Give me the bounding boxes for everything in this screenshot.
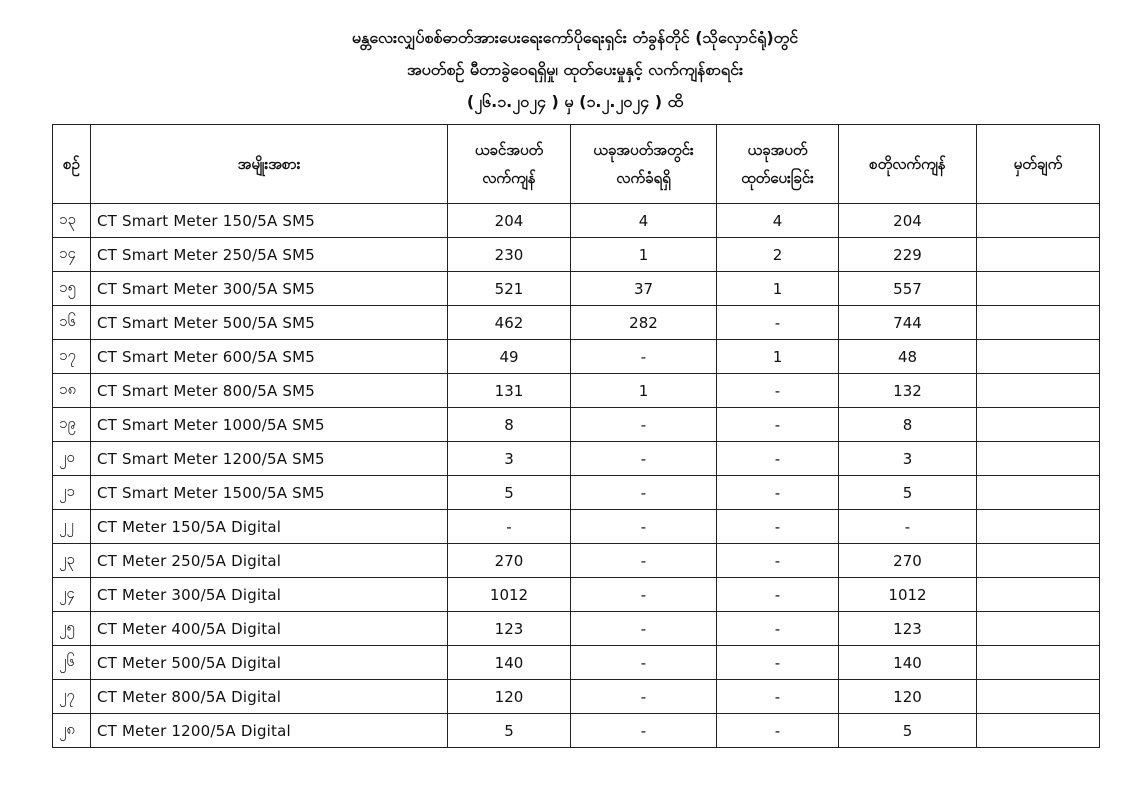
cell-store-balance: 120	[839, 680, 977, 714]
cell-previous-balance: 140	[448, 646, 571, 680]
cell-remark	[977, 306, 1100, 340]
col-header-received: ယခုအပတ်အတွင်း လက်ခံရရှိ	[571, 125, 717, 204]
cell-no: ၂၅	[53, 612, 91, 646]
cell-store-balance: 140	[839, 646, 977, 680]
title-line-1: မန္တလေးလျှပ်စစ်ဓာတ်အားပေးရေးကော်ပိုရေးရှင်း တံခွန်တိုင် (သိုလှောင်ရုံ)တွင်	[351, 28, 799, 47]
table-row	[53, 510, 1100, 544]
cell-issued: -	[717, 646, 839, 680]
cell-store-balance: 204	[839, 204, 977, 238]
cell-remark	[977, 646, 1100, 680]
table-row	[53, 306, 1100, 340]
table-row	[53, 646, 1100, 680]
table-row	[53, 578, 1100, 612]
title-line-3: (၂၆.၁.၂၀၂၄ ) မှ (၁.၂.၂၀၂၄ ) ထိ	[466, 92, 684, 111]
cell-type: CT Meter 800/5A Digital	[91, 680, 448, 714]
cell-type: CT Smart Meter 500/5A SM5	[91, 306, 448, 340]
cell-issued: -	[717, 714, 839, 748]
cell-no: ၁၃	[53, 204, 91, 238]
cell-previous-balance: 270	[448, 544, 571, 578]
cell-received: -	[571, 544, 717, 578]
cell-received: -	[571, 578, 717, 612]
table-row	[53, 408, 1100, 442]
cell-remark	[977, 612, 1100, 646]
cell-received: 1	[571, 374, 717, 408]
cell-store-balance: 123	[839, 612, 977, 646]
cell-issued: -	[717, 374, 839, 408]
cell-previous-balance: 8	[448, 408, 571, 442]
cell-issued: -	[717, 680, 839, 714]
cell-received: -	[571, 476, 717, 510]
cell-previous-balance: 131	[448, 374, 571, 408]
cell-no: ၁၅	[53, 272, 91, 306]
cell-received: -	[571, 646, 717, 680]
cell-type: CT Smart Meter 600/5A SM5	[91, 340, 448, 374]
cell-issued: -	[717, 442, 839, 476]
cell-store-balance: 48	[839, 340, 977, 374]
cell-remark	[977, 374, 1100, 408]
table-row	[53, 272, 1100, 306]
cell-previous-balance: 462	[448, 306, 571, 340]
cell-remark	[977, 408, 1100, 442]
cell-previous-balance: 120	[448, 680, 571, 714]
col-header-no: စဉ်	[53, 125, 91, 204]
cell-no: ၁၄	[53, 238, 91, 272]
header-row	[53, 125, 1100, 204]
cell-store-balance: 270	[839, 544, 977, 578]
cell-previous-balance: 5	[448, 476, 571, 510]
cell-no: ၁၇	[53, 340, 91, 374]
cell-previous-balance: 5	[448, 714, 571, 748]
cell-previous-balance: 521	[448, 272, 571, 306]
cell-type: CT Smart Meter 150/5A SM5	[91, 204, 448, 238]
cell-store-balance: 132	[839, 374, 977, 408]
cell-remark	[977, 476, 1100, 510]
cell-no: ၁၉	[53, 408, 91, 442]
cell-received: -	[571, 340, 717, 374]
cell-remark	[977, 544, 1100, 578]
cell-store-balance: 229	[839, 238, 977, 272]
cell-no: ၂၈	[53, 714, 91, 748]
cell-previous-balance: 3	[448, 442, 571, 476]
cell-issued: 2	[717, 238, 839, 272]
cell-received: 282	[571, 306, 717, 340]
table-row	[53, 476, 1100, 510]
cell-type: CT Meter 300/5A Digital	[91, 578, 448, 612]
cell-remark	[977, 442, 1100, 476]
col-header-remark: မှတ်ချက်	[977, 125, 1100, 204]
title-line-2: အပတ်စဉ် မီတာခွဲဝေရရှိမှု၊ ထုတ်ပေးမှုနှင့် လက်ကျန်စာရင်း	[406, 60, 744, 79]
cell-store-balance: 8	[839, 408, 977, 442]
table-row	[53, 374, 1100, 408]
cell-type: CT Meter 150/5A Digital	[91, 510, 448, 544]
cell-no: ၂၂	[53, 510, 91, 544]
cell-received: -	[571, 714, 717, 748]
cell-issued: 4	[717, 204, 839, 238]
cell-issued: 1	[717, 340, 839, 374]
cell-store-balance: 744	[839, 306, 977, 340]
cell-previous-balance: 230	[448, 238, 571, 272]
cell-type: CT Meter 400/5A Digital	[91, 612, 448, 646]
cell-issued: -	[717, 544, 839, 578]
cell-remark	[977, 680, 1100, 714]
col-header-previous-balance: ယခင်အပတ် လက်ကျန်	[448, 125, 571, 204]
cell-type: CT Smart Meter 300/5A SM5	[91, 272, 448, 306]
cell-no: ၁၆	[53, 306, 91, 340]
cell-no: ၂၆	[53, 646, 91, 680]
cell-previous-balance: 123	[448, 612, 571, 646]
cell-issued: 1	[717, 272, 839, 306]
cell-type: CT Smart Meter 1000/5A SM5	[91, 408, 448, 442]
table-header	[53, 125, 1100, 204]
cell-previous-balance: 1012	[448, 578, 571, 612]
meter-stock-table	[52, 124, 1100, 748]
cell-no: ၂၁	[53, 476, 91, 510]
cell-remark	[977, 510, 1100, 544]
cell-store-balance: 1012	[839, 578, 977, 612]
table-row	[53, 238, 1100, 272]
cell-no: ၂၄	[53, 578, 91, 612]
cell-store-balance: -	[839, 510, 977, 544]
cell-remark	[977, 204, 1100, 238]
cell-previous-balance: -	[448, 510, 571, 544]
cell-store-balance: 3	[839, 442, 977, 476]
cell-remark	[977, 272, 1100, 306]
cell-received: 1	[571, 238, 717, 272]
col-header-type: အမျိုးအစား	[91, 125, 448, 204]
table-row	[53, 612, 1100, 646]
cell-remark	[977, 238, 1100, 272]
cell-type: CT Meter 250/5A Digital	[91, 544, 448, 578]
table-body	[53, 204, 1100, 748]
cell-received: -	[571, 442, 717, 476]
cell-issued: -	[717, 578, 839, 612]
cell-no: ၂၀	[53, 442, 91, 476]
cell-type: CT Smart Meter 1200/5A SM5	[91, 442, 448, 476]
cell-no: ၂၃	[53, 544, 91, 578]
cell-type: CT Meter 500/5A Digital	[91, 646, 448, 680]
table-row	[53, 680, 1100, 714]
table-row	[53, 714, 1100, 748]
cell-received: -	[571, 510, 717, 544]
table-row	[53, 442, 1100, 476]
cell-issued: -	[717, 510, 839, 544]
cell-no: ၂၇	[53, 680, 91, 714]
cell-received: -	[571, 612, 717, 646]
cell-remark	[977, 578, 1100, 612]
cell-type: CT Smart Meter 1500/5A SM5	[91, 476, 448, 510]
cell-store-balance: 5	[839, 476, 977, 510]
cell-received: 4	[571, 204, 717, 238]
table-row	[53, 544, 1100, 578]
cell-received: 37	[571, 272, 717, 306]
cell-type: CT Smart Meter 250/5A SM5	[91, 238, 448, 272]
cell-issued: -	[717, 306, 839, 340]
cell-no: ၁၈	[53, 374, 91, 408]
cell-issued: -	[717, 476, 839, 510]
document-title	[0, 22, 1122, 118]
cell-remark	[977, 340, 1100, 374]
cell-issued: -	[717, 408, 839, 442]
col-header-store-balance: စတိုလက်ကျန်	[839, 125, 977, 204]
cell-received: -	[571, 408, 717, 442]
cell-remark	[977, 714, 1100, 748]
table-row	[53, 204, 1100, 238]
cell-store-balance: 5	[839, 714, 977, 748]
table-row	[53, 340, 1100, 374]
cell-type: CT Meter 1200/5A Digital	[91, 714, 448, 748]
cell-type: CT Smart Meter 800/5A SM5	[91, 374, 448, 408]
col-header-issued: ယခုအပတ် ထုတ်ပေးခြင်း	[717, 125, 839, 204]
cell-received: -	[571, 680, 717, 714]
cell-previous-balance: 204	[448, 204, 571, 238]
cell-previous-balance: 49	[448, 340, 571, 374]
cell-issued: -	[717, 612, 839, 646]
cell-store-balance: 557	[839, 272, 977, 306]
